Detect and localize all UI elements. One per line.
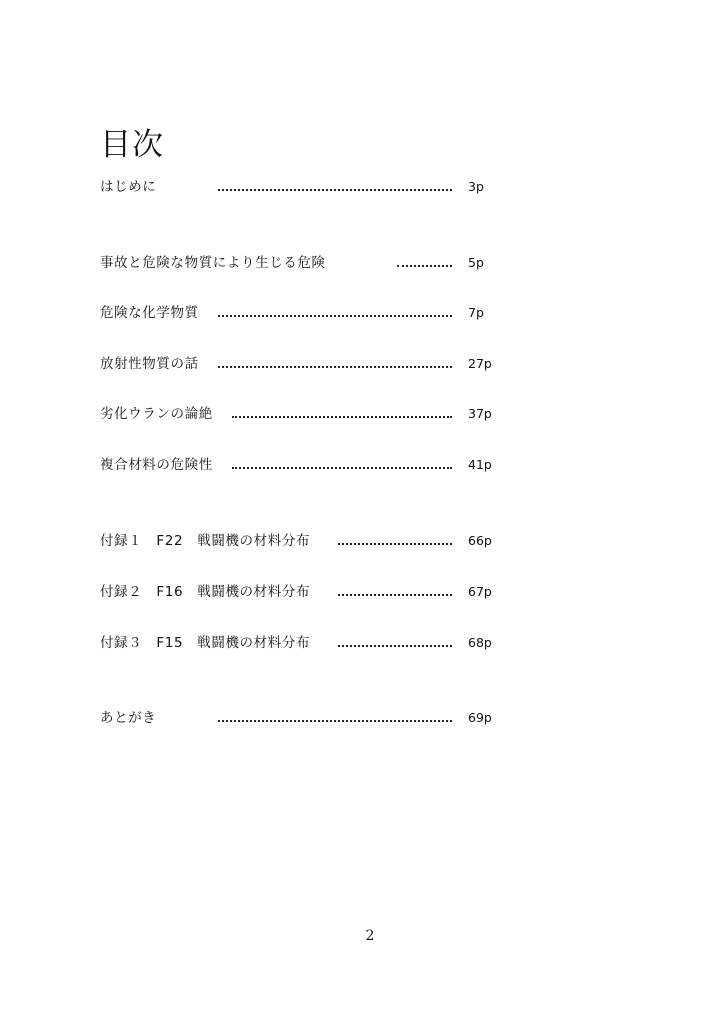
- toc-dot-leader: [218, 720, 452, 722]
- toc-entry: [100, 404, 500, 424]
- toc-entry-title: 事故と危険な物質により生じる危険: [100, 255, 326, 271]
- toc-entry-title: 危険な化学物質: [100, 305, 199, 321]
- toc-entry: [100, 354, 500, 374]
- toc-dot-leader: [218, 366, 452, 368]
- toc-entry: [100, 303, 500, 323]
- toc-entry-title: 劣化ウランの論絶: [100, 406, 213, 422]
- toc-dot-leader: [218, 315, 452, 317]
- toc-entry-title: 付録１ F22 戦闘機の材料分布: [100, 533, 311, 549]
- toc-entry: [100, 708, 500, 728]
- toc-entry-title: はじめに: [100, 179, 157, 195]
- toc-entry-title: あとがき: [100, 710, 157, 726]
- toc-entry: [100, 177, 500, 197]
- toc-dot-leader: [218, 189, 452, 191]
- toc-entry-page: 5p: [468, 255, 484, 270]
- toc-dot-leader: [397, 265, 452, 267]
- toc-dot-leader: [338, 594, 452, 596]
- toc-entry: [100, 633, 500, 653]
- toc-dot-leader: [232, 416, 452, 418]
- toc-entry-page: 3p: [468, 179, 484, 194]
- toc-dot-leader: [338, 645, 452, 647]
- page-title: 目次: [100, 126, 164, 163]
- toc-entry-page: 41p: [468, 457, 492, 472]
- toc-entry-page: 69p: [468, 710, 492, 725]
- toc-entry-title: 付録２ F16 戦闘機の材料分布: [100, 584, 311, 600]
- toc-dot-leader: [338, 543, 452, 545]
- page-number: 2: [365, 928, 375, 944]
- toc-entry: [100, 582, 500, 602]
- toc-entry-page: 37p: [468, 406, 492, 421]
- toc-entry-title: 放射性物質の話: [100, 356, 199, 372]
- toc-entry: [100, 531, 500, 551]
- toc-entry-page: 67p: [468, 584, 492, 599]
- toc-entry-title: 複合材料の危険性: [100, 457, 213, 473]
- toc-entry: [100, 455, 500, 475]
- toc-entry: [100, 253, 500, 273]
- toc-entry-title: 付録３ F15 戦闘機の材料分布: [100, 635, 311, 651]
- toc-entry-page: 27p: [468, 356, 492, 371]
- toc-dot-leader: [232, 467, 452, 469]
- toc-entry-page: 7p: [468, 305, 484, 320]
- toc-entry-page: 68p: [468, 635, 492, 650]
- toc-entry-page: 66p: [468, 533, 492, 548]
